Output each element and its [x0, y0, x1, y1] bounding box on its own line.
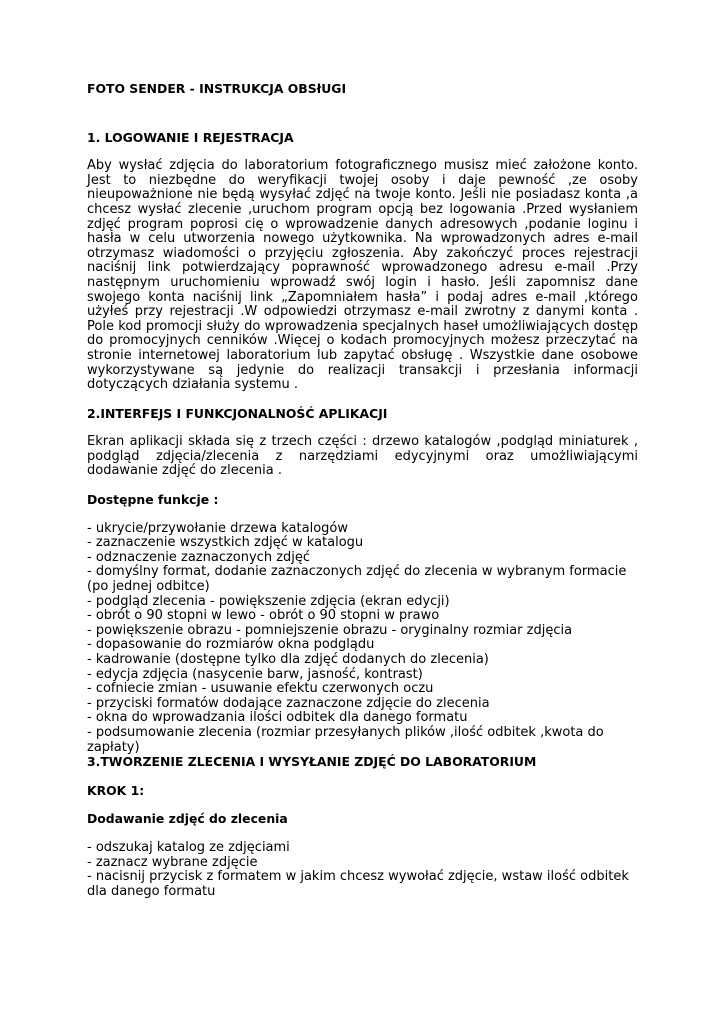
functions-list	[87, 522, 638, 756]
list-item: - przyciski formatów dodające zaznaczone zdjęcie do zlecenia	[87, 695, 490, 711]
list-item: - odznaczenie zaznaczonych zdjęć	[87, 549, 311, 565]
section-3-heading: 3.TWORZENIE ZLECENIA I WYSYŁANIE ZDJĘĆ DO LABORATORIUM	[87, 754, 537, 770]
step-1-subheading: Dodawanie zdjęć do zlecenia	[87, 811, 288, 827]
list-item: - kadrowanie (dostępne tylko dla zdjęć dodanych do zlecenia)	[87, 652, 489, 667]
functions-heading: Dostępne funkcje :	[87, 492, 219, 508]
section-2-body: Ekran aplikacji składa się z trzech części : drzewo katalogów ,podgląd miniaturek , podgląd zdjęcia/zlecenia z narzędziami edycyjnymi oraz umożliwiającymi dodawanie zdjęć do zlecenia .	[87, 434, 638, 479]
list-item: - okna do wprowadzania ilości odbitek dla danego formatu	[87, 710, 468, 726]
list-item: - nacisnij przycisk z formatem w jakim chcesz wywołać zdjęcie, wstaw ilość odbitek dla danego formatu	[87, 869, 629, 899]
list-item: - domyślny format, dodanie zaznaczonych zdjęć do zlecenia w wybranym formacie (po jednej odbitce)	[87, 564, 627, 595]
list-item: - podsumowanie zlecenia (rozmiar przesyłanych plików ,ilość odbitek ,kwota do zapłaty)	[87, 724, 604, 755]
document-page	[87, 82, 638, 899]
list-item: - zaznaczenie wszystkich zdjęć w katalogu	[87, 535, 364, 551]
list-item: - dopasowanie do rozmiarów okna podglądu	[87, 637, 375, 653]
section-2-heading: 2.INTERFEJS I FUNKCJONALNOŚĆ APLIKACJI	[87, 405, 388, 421]
list-item: - zaznacz wybrane zdjęcie	[87, 854, 258, 870]
list-item: - cofniecie zmian - usuwanie efektu czerwonych oczu	[87, 681, 434, 697]
step-1-heading: KROK 1:	[87, 782, 145, 798]
section-1-heading: 1. LOGOWANIE I REJESTRACJA	[87, 129, 294, 145]
list-item: - ukrycie/przywołanie drzewa katalogów	[87, 520, 348, 536]
list-item: - edycja zdjęcia (nasycenie barw, jasność, kontrast)	[87, 666, 423, 682]
list-item: - podgląd zlecenia - powiększenie zdjęcia (ekran edycji)	[87, 593, 450, 609]
list-item: - odszukaj katalog ze zdjęciami	[87, 839, 290, 855]
section-1-body: Aby wysłać zdjęcia do laboratorium fotograficznego musisz mieć założone konto. Jest to niezbędne do weryfikacji twojej osoby i daje pewność ,ze osoby nieupoważnione nie będą wysyłać zdjęć na twoje konto. Jeśli nie posiadasz konta ,a chcesz wysłać zlecenie ,uruchom program opcją bez logowania .Przed wysłaniem zdjęć program poprosi cię o wprowadzenie danych adresowych ,podanie loginu i hasła w celu utworzenia nowego użytkownika. Na wprowadzonych adres e-mail otrzymasz wiadomości o przyjęciu zgłoszenia. Aby zakończyć proces rejestracji naciśnij link potwierdzający poprawność wprowadzonego adresu e-mail .Przy następnym uruchomieniu wprowadź swój login i hasło. Jeśli zapomnisz dane swojego konta naciśnij link „Zapomniałem hasła” i podaj adres e-mail ,którego użyłeś przy rejestracji .W odpowiedzi otrzymasz e-mail zwrotny z danymi konta . Pole kod promocji służy do wprowadzenia specjalnych haseł umożliwiających dostęp do promocyjnych cenników .Więcej o kodach promocyjnych możesz przeczytać na stronie internetowej laboratorium lub zapytać obsługę . Wszystkie dane osobowe wykorzystywane są jedynie do realizacji transakcji i przesłania informacji dotyczących działania systemu .	[87, 158, 638, 393]
list-item: - powiększenie obrazu - pomniejszenie obrazu - oryginalny rozmiar zdjęcia	[87, 622, 573, 638]
list-item: - obrót o 90 stopni w lewo - obrót o 90 stopni w prawo	[87, 608, 440, 624]
document-title: FOTO SENDER - INSTRUKCJA OBSłUGI	[87, 81, 347, 96]
step-1-list	[87, 841, 638, 899]
